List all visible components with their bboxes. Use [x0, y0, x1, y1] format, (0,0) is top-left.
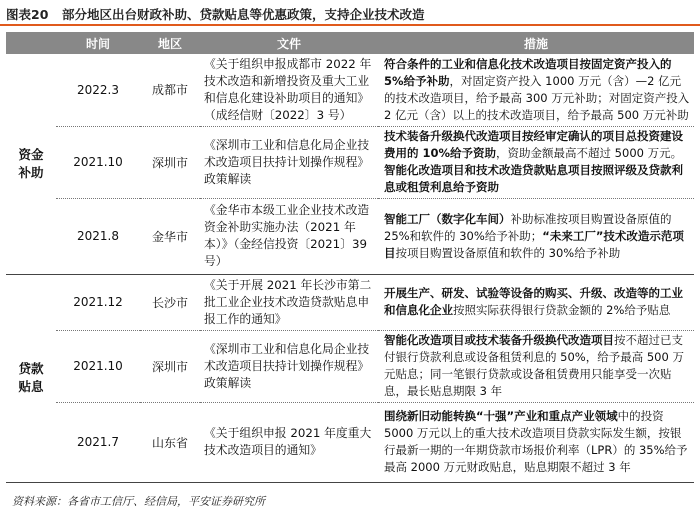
measure-cell: [378, 54, 694, 126]
measure-cell: [378, 402, 694, 482]
measure-highlight: 符合条件的工业和信息化技术改造项目按固定资产投入的 5%给予补助: [384, 56, 672, 88]
table-row: [6, 54, 694, 126]
header-time: 时间: [56, 32, 140, 54]
measure-cell: [378, 274, 694, 330]
header-document: 文件: [200, 32, 378, 54]
measure-text: 按照实际获得银行贷款金额的 2%给予贴息: [453, 303, 671, 317]
measure-cell: [378, 330, 694, 402]
policy-table: [6, 32, 694, 483]
time-cell: 2021.12: [56, 274, 140, 330]
measure-highlight: 开展生产、研发、试验等设备的购买、升级、改造等的工业和信息化企业: [384, 286, 683, 317]
region-cell: 长沙市: [140, 274, 200, 330]
time-cell: 2021.10: [56, 126, 140, 198]
figure-title: 部分地区出台财政补助、贷款贴息等优惠政策，支持企业技术改造: [62, 7, 425, 22]
measure-cell: [378, 198, 694, 274]
measure-highlight: 围绕新旧动能转换“十强”产业和重点产业领域: [384, 409, 618, 423]
table-row: [6, 198, 694, 274]
document-cell: 《深圳市工业和信息化局企业技术改造项目扶持计划操作规程》政策解读: [200, 330, 378, 402]
table-body: [6, 54, 694, 482]
header-measure: 措施: [378, 32, 694, 54]
header-region: 地区: [140, 32, 200, 54]
region-cell: 深圳市: [140, 126, 200, 198]
measure-highlight: 智能化改造项目或技术装备升级换代改造项目: [384, 333, 614, 347]
source-note: 资料来源：各省市工信厅、经信局，平安证券研究所: [12, 495, 265, 508]
time-cell: 2021.7: [56, 402, 140, 482]
measure-highlight: 智能化改造项目和技术改造贷款贴息项目按照评级及贷款利息或租赁利息给予资助: [384, 163, 683, 194]
table-row: [6, 274, 694, 330]
time-cell: 2021.10: [56, 330, 140, 402]
document-cell: 《关于组织申报 2021 年度重大技术改造项目的通知》: [200, 402, 378, 482]
table-header-row: [6, 32, 694, 54]
measure-text: ，对固定资产投入 1000 万元（含）—2 亿元的技术改造项目，给予最高 300 万元补助；对固定资产投入 2 亿元（含）以上的技术改造项目，给予最高 500 万元补助: [384, 73, 690, 122]
table-row: [6, 402, 694, 482]
figure-label: 图表20: [6, 7, 49, 22]
document-cell: 《关于开展 2021 年长沙市第二批工业企业技术改造贷款贴息申报工作的通知》: [200, 274, 378, 330]
measure-cell: [378, 126, 694, 198]
time-cell: 2021.8: [56, 198, 140, 274]
region-cell: 深圳市: [140, 330, 200, 402]
figure-title-bar: [0, 0, 700, 26]
category-cell: 资金 补助: [6, 54, 56, 274]
region-cell: 金华市: [140, 198, 200, 274]
measure-text: ，资助金额最高不超过 5000 万元。: [496, 146, 683, 160]
measure-highlight: 智能工厂（数字化车间）: [384, 211, 511, 226]
measure-text: 按不超过已支付银行贷款利息或设备租赁利息的 50%，给予最高 500 万元贴息；同一笔银行贷款或设备租赁费用只能享受一次贴息，最长贴息期限 3 年: [384, 333, 684, 398]
table-row: [6, 330, 694, 402]
table-row: [6, 126, 694, 198]
region-cell: 山东省: [140, 402, 200, 482]
measure-highlight: 技术装备升级换代改造项目按经审定确认的项目总投资建设费用的 10%给予资助: [384, 129, 683, 160]
measure-text: 按项目购置设备原值和软件的 30%给予补助: [395, 245, 621, 260]
measure-text: 中的投资 5000 万元以上的重大技术改造项目贷款实际发生额，按银行最新一期的一年期贷款市场报价利率（LPR）的 35%给予最高 2000 万元财政贴息，贴息期限不超过 3 年: [384, 409, 688, 474]
time-cell: 2022.3: [56, 54, 140, 126]
document-cell: 《金华市本级工业企业技术改造资金补助实施办法（2021 年本）》（金经信投资〔2021〕39 号）: [200, 198, 378, 274]
header-category: [6, 32, 56, 54]
measure-text: 补助标准按项目购置设备原值的 25%和软件的 30%给予补助；: [384, 211, 672, 243]
region-cell: 成都市: [140, 54, 200, 126]
category-cell: 贷款 贴息: [6, 274, 56, 482]
measure-highlight: “未来工厂”技术改造示范项目: [384, 228, 684, 260]
document-cell: 《深圳市工业和信息化局企业技术改造项目扶持计划操作规程》政策解读: [200, 126, 378, 198]
document-cell: 《关于组织申报成都市 2022 年技术改造和新增投资及重大工业和信息化建设补助项目的通知》（成经信财〔2022〕3 号）: [200, 54, 378, 126]
